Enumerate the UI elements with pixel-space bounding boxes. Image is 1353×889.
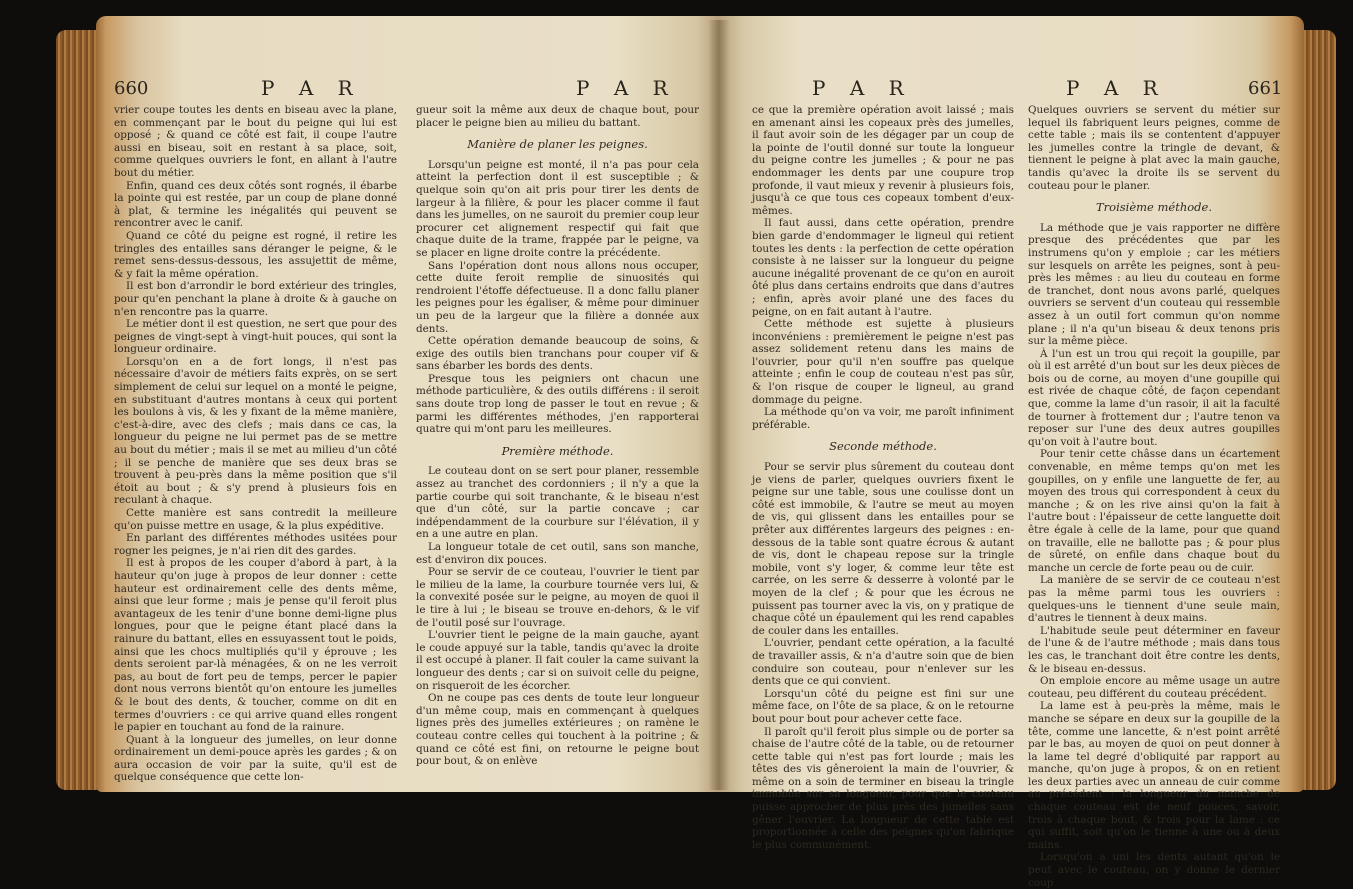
paragraph: Il est bon d'arrondir le bord extérieur des tringles, pour qu'en penchant la plane à droite & à gauche on n'en rencontre pas la quarre. bbox=[114, 280, 397, 318]
paragraph: Pour se servir de ce couteau, l'ouvrier le tient par le milieu de la lame, la courbure tournée vers lui, & la convexité posée sur le peigne, au moyen de quoi il le tire à lui ; le biseau se trouve en-dehors, & le vif de l'outil posé sur l'ouvrage. bbox=[416, 566, 699, 629]
paragraph: Il faut aussi, dans cette opération, prendre bien garde d'endommager le ligneul qui retient toutes les dents : la perfection de cette opération consiste à ne laisser sur la longueur du peigne aucune inégalité provenant de ce qu'on en auroit ôté plus dans certains endroits que dans d'autres ; enfin, après avoir plané une des faces du peigne, on en fait autant à l'autre. bbox=[752, 217, 1014, 318]
paragraph: Presque tous les peigniers ont chacun une méthode particulière, & des outils différens : il seroit sans doute trop long de passer le tout en revue ; & parmi les différentes méthodes, j'en rapporterai quatre qui m'ont paru les meilleures. bbox=[416, 372, 699, 436]
left-running-header: P A R bbox=[261, 76, 362, 100]
open-book bbox=[56, 0, 1304, 889]
paragraph: Pour se servir plus sûrement du couteau dont je viens de parler, quelques ouvriers fixent le peigne sur une table, sous une coulisse dont un côté est immobile, & l'autre se meut au moyen de vis, qui glissent dans les entailles pour se prêter aux différentes largeurs des peignes : en-dessous de la table sont quatre écrous & autant de vis, dont le chapeau repose sur la tringle mobile, vont s'y loger, & comme leur tête est carrée, on les serre & desserre à volonté par le moyen de la clef ; & pour que les écrous ne puissent pas tourner avec la vis, on y pratique de chaque côté un épaulement qui les rend capables de couler dans les entailles. bbox=[752, 461, 1014, 637]
paragraph: Lorsqu'on en a de fort longs, il n'est pas nécessaire d'avoir de métiers faits exprès, on se sert simplement de celui sur lequel on a monté le peigne, en substituant d'autres montans à ceux qui portent les boulons à vis, & les y fixant de la même manière, c'est-à-dire, avec des clefs ; mais dans ce cas, la longueur du peigne ne lui permet pas de se mettre au bout du métier ; mais il se met au milieu d'un côté ; il se penche de manière que ses deux bras se trouvent à peu-près dans la même position que s'il étoit au bout ; & s'y prend à plusieurs fois en reculant à chaque. bbox=[114, 355, 397, 507]
right-page-column-2 bbox=[1028, 104, 1280, 889]
section-heading: Manière de planer les peignes. bbox=[467, 137, 648, 152]
paragraph: Sans l'opération dont nous allons nous occuper, cette duite feroit remplie de sinuosités qui rendroient l'étoffe défectueuse. Il a donc fallu planer les peignes pour les égaliser, & même pour diminuer un peu de la largeur que la filière a donnée aux dents. bbox=[416, 259, 699, 335]
paragraph: Quelques ouvriers se servent du métier sur lequel ils fabriquent leurs peignes, comme de cette table ; mais ils se contentent d'appuyer les jumelles contre la tringle de devant, & tiennent le peigne à plat avec la main gauche, tandis qu'avec la droite ils se servent du couteau pour le planer. bbox=[1028, 104, 1280, 192]
paragraph: À l'un est un trou qui reçoit la goupille, par où il est arrêté d'un bout sur les deux pièces de bois ou de corne, au moyen d'une goupille qui est rivée de chaque côté, de façon cependant que, comme la lame d'un rasoir, il ait la faculté de tourner à frottement dur ; l'autre tenon va reposer sur l'une des deux autres goupilles qu'on voit à l'autre bout. bbox=[1028, 347, 1280, 448]
left-running-header-2: P A R bbox=[576, 76, 677, 100]
paragraph: Cette opération demande beaucoup de soins, & exige des outils bien tranchans pour couper vif & sans ébarber les bords des dents. bbox=[416, 335, 699, 373]
section-heading: Troisième méthode. bbox=[1095, 200, 1212, 215]
paragraph: vrier coupe toutes les dents en biseau avec la plane, en commençant par le bout du peigne qui lui est opposé ; & quand ce côté est fait, il coupe l'autre aussi en biseau, soit en restant à sa place, soit, comme quelques ouvriers le font, en allant à l'autre bout du métier. bbox=[114, 104, 397, 179]
left-page-column-1 bbox=[114, 104, 397, 784]
right-page bbox=[718, 16, 1304, 889]
paragraph: Lorsqu'un peigne est monté, il n'a pas pour cela atteint la perfection dont il est susceptible ; & quelque soin qu'on ait pris pour tirer les dents de largeur à la filière, & pour les placer comme il faut dans les jumelles, on ne sauroit du premier coup leur procurer cet alignement respectif qui fait que chaque duite de la trame, frappée par le peigne, va se placer en ligne droite contre la précédente. bbox=[416, 158, 699, 259]
paragraph: Quant à la longueur des jumelles, on leur donne ordinairement un demi-pouce après les gardes ; & on aura occasion de voir par la suite, qu'il est de quelque conséquence que cette lon- bbox=[114, 733, 397, 784]
paragraph: Le couteau dont on se sert pour planer, ressemble assez au tranchet des cordonniers ; il n'y a que la partie courbe qui soit tranchante, & le biseau n'est que d'un côté, sur la partie concave ; car indépendamment de la courbure sur l'élévation, il y en a une autre en plan. bbox=[416, 465, 699, 541]
paragraph: L'habitude seule peut déterminer en faveur de l'une & de l'autre méthode ; mais dans tous les cas, le tranchant doit être contre les dents, & le biseau en-dessus. bbox=[1028, 624, 1280, 675]
paragraph: L'ouvrier tient le peigne de la main gauche, ayant le coude appuyé sur la table, tandis qu'avec la droite il est occupé à planer. Il fait couler la came suivant la longueur des dents ; car si on suivoit celle du peigne, on risqueroit de les écorcher. bbox=[416, 629, 699, 692]
left-page-number: 660 bbox=[114, 78, 149, 99]
right-page-number: 661 bbox=[1248, 78, 1283, 99]
paragraph: Lorsqu'un côté du peigne est fini sur une même face, on l'ôte de sa place, & on le retourne bout pour bout pour achever cette face. bbox=[752, 687, 1014, 725]
paragraph: On ne coupe pas ces dents de toute leur longueur d'un même coup, mais en commençant à quelques lignes près des jumelles extérieures ; on ramène le couteau contre celles qui touchent à la poitrine ; & quand ce côté est fini, on retourne le peigne bout pour bout, & on enlève bbox=[416, 692, 699, 768]
right-running-header-1: P A R bbox=[812, 76, 913, 100]
paragraph: En parlant des différentes méthodes usitées pour rogner les peignes, je n'ai rien dit des gardes. bbox=[114, 532, 397, 557]
paragraph: La longueur totale de cet outil, sans son manche, est d'environ dix pouces. bbox=[416, 541, 699, 566]
paragraph: La méthode que je vais rapporter ne diffère presque des précédentes que par les instrumens qu'on y emploie ; car les métiers sur lesquels on arrête les peignes, sont à peu-près les mêmes : au lieu du couteau en forme de tranchet, dont nous avons parlé, quelques ouvriers se servent d'un couteau qui ressemble assez à un outil fort commun qu'on nomme plane ; il n'a qu'un biseau & deux tenons pris sur la même pièce. bbox=[1028, 221, 1280, 348]
paragraph: La lame est à peu-près la même, mais le manche se sépare en deux sur la goupille de la tête, comme une lancette, & n'est point arrêté par le bas, au moyen de quoi on peut donner à la lame tel degré d'obliquité par rapport au manche, qu'on juge à propos, & on en retient les deux parties avec un anneau de cuir comme au précédent : la longueur du manche de chaque couteau est de neuf pouces, savoir, trois à chaque bout, & trois pour la lame : ce qui suffit, soit qu'on le tienne à une ou à deux mains. bbox=[1028, 700, 1280, 851]
paragraph: Lorsqu'on a uni les dents autant qu'on le peut avec le couteau, on y donne le dernier coup bbox=[1028, 851, 1280, 889]
paragraph: Il est à propos de les couper d'abord à part, à la hauteur qu'on juge à propos de leur donner : cette hauteur est ordinairement celle des dents même, ainsi que leur forme ; mais je pense qu'il feroit plus avantageux de les tenir d'une bonne demi-ligne plus longues, pour que le peigne étant placé dans la rainure du battant, elles en essuyassent tout le poids, ainsi que les chocs multipliés qu'il y éprouve ; les dents seroient par-là ménagées, & on ne les verroit pas, au bout de fort peu de temps, percer le papier dont nous verrons bientôt qu'on entoure les jumelles & le bout des dents, & toucher, comme on dit en termes d'ouvriers : ce qui arrive quand elles rongent le papier en touchant au fond de la rainure. bbox=[114, 557, 397, 734]
paragraph: La méthode qu'on va voir, me paroît infiniment préférable. bbox=[752, 406, 1014, 431]
paragraph: Quand ce côté du peigne est rogné, il retire les tringles des entailles sans déranger le peigne, & le remet sens-dessus-dessous, les assujettit de même, & y fait la même opération. bbox=[114, 229, 397, 280]
paragraph: L'ouvrier, pendant cette opération, a la faculté de travailler assis, & n'a d'autre soin que de bien conduire son couteau, pour n'enlever sur les dents que ce qui convient. bbox=[752, 637, 1014, 688]
paragraph: Pour tenir cette châsse dans un écartement convenable, en même temps qu'on met les goupilles, on y enfile une languette de fer, au moyen des trous qui correspondent à ceux du manche ; & on les rive ainsi qu'on la fait à l'autre bout : l'épaisseur de cette languette doit être égale à celle de la lame, pour que quand on travaille, elle ne ballotte pas ; & pour plus de sûreté, on enfile dans chaque bout du manche un cercle de forte peau ou de cuir. bbox=[1028, 448, 1280, 574]
paragraph: Le métier dont il est question, ne sert que pour des peignes de vingt-sept à vingt-huit pouces, qui sont la longueur ordinaire. bbox=[114, 318, 398, 356]
section-heading: Seconde méthode. bbox=[829, 439, 937, 454]
paragraph: ce que la première opération avoit laissé ; mais en amenant ainsi les copeaux près des jumelles, il faut avoir soin de les dégager par un coup de la pointe de l'outil donné sur toute la longueur du peigne contre les jumelles ; & pour ne pas endommager les dents par une coupure trop profonde, il vaut mieux y revenir à plusieurs fois, jusqu'à ce que tous ces copeaux tombent d'eux-mêmes. bbox=[752, 104, 1014, 217]
book-gutter bbox=[708, 20, 730, 790]
paragraph: gueur soit la même aux deux de chaque bout, pour placer le peigne bien au milieu du battant. bbox=[416, 104, 699, 129]
section-heading: Première méthode. bbox=[501, 443, 614, 458]
paragraph: Enfin, quand ces deux côtés sont rognés, il ébarbe la pointe qui est restée, par un coup de plane donné à plat, & termine les inégalités qui peuvent se rencontrer avec le canif. bbox=[114, 179, 397, 230]
left-page-column-2 bbox=[416, 104, 699, 768]
right-page-column-1 bbox=[752, 104, 1014, 851]
paragraph: Il paroît qu'il feroit plus simple ou de porter sa chaise de l'autre côté de la table, ou de retourner cette table qui n'est pas fort lourde ; mais les têtes des vis gêneroient la main de l'ouvrier, & même on a soin de terminer en biseau la tringle immobile sur sa longueur, pour que le couteau puisse approcher de plus près des jumelles sans gêner l'ouvrier. La longueur de cette table est proportionnée à celle des peignes qu'on fabrique le plus communément. bbox=[752, 725, 1014, 851]
paragraph: Cette méthode est sujette à plusieurs inconvéniens : premièrement le peigne n'est pas assez solidement retenu dans les mains de l'ouvrier, pour qu'il n'en souffre pas quelque atteinte ; enfin le coup de couteau n'est pas sûr, & l'on risque de couper le ligneul, au grand dommage du peigne. bbox=[752, 318, 1014, 406]
paragraph: La manière de se servir de ce couteau n'est pas la même parmi tous les ouvriers : quelques-uns le tiennent d'une seule main, d'autres le tiennent à deux mains. bbox=[1028, 574, 1280, 625]
left-page bbox=[96, 16, 718, 792]
right-running-header: P A R bbox=[1066, 76, 1167, 100]
paragraph: On emploie encore au même usage un autre couteau, peu différent du couteau précédent. bbox=[1028, 675, 1280, 700]
paragraph: Cette manière est sans contredit la meilleure qu'on puisse mettre en usage, & la plus expéditive. bbox=[114, 507, 397, 532]
